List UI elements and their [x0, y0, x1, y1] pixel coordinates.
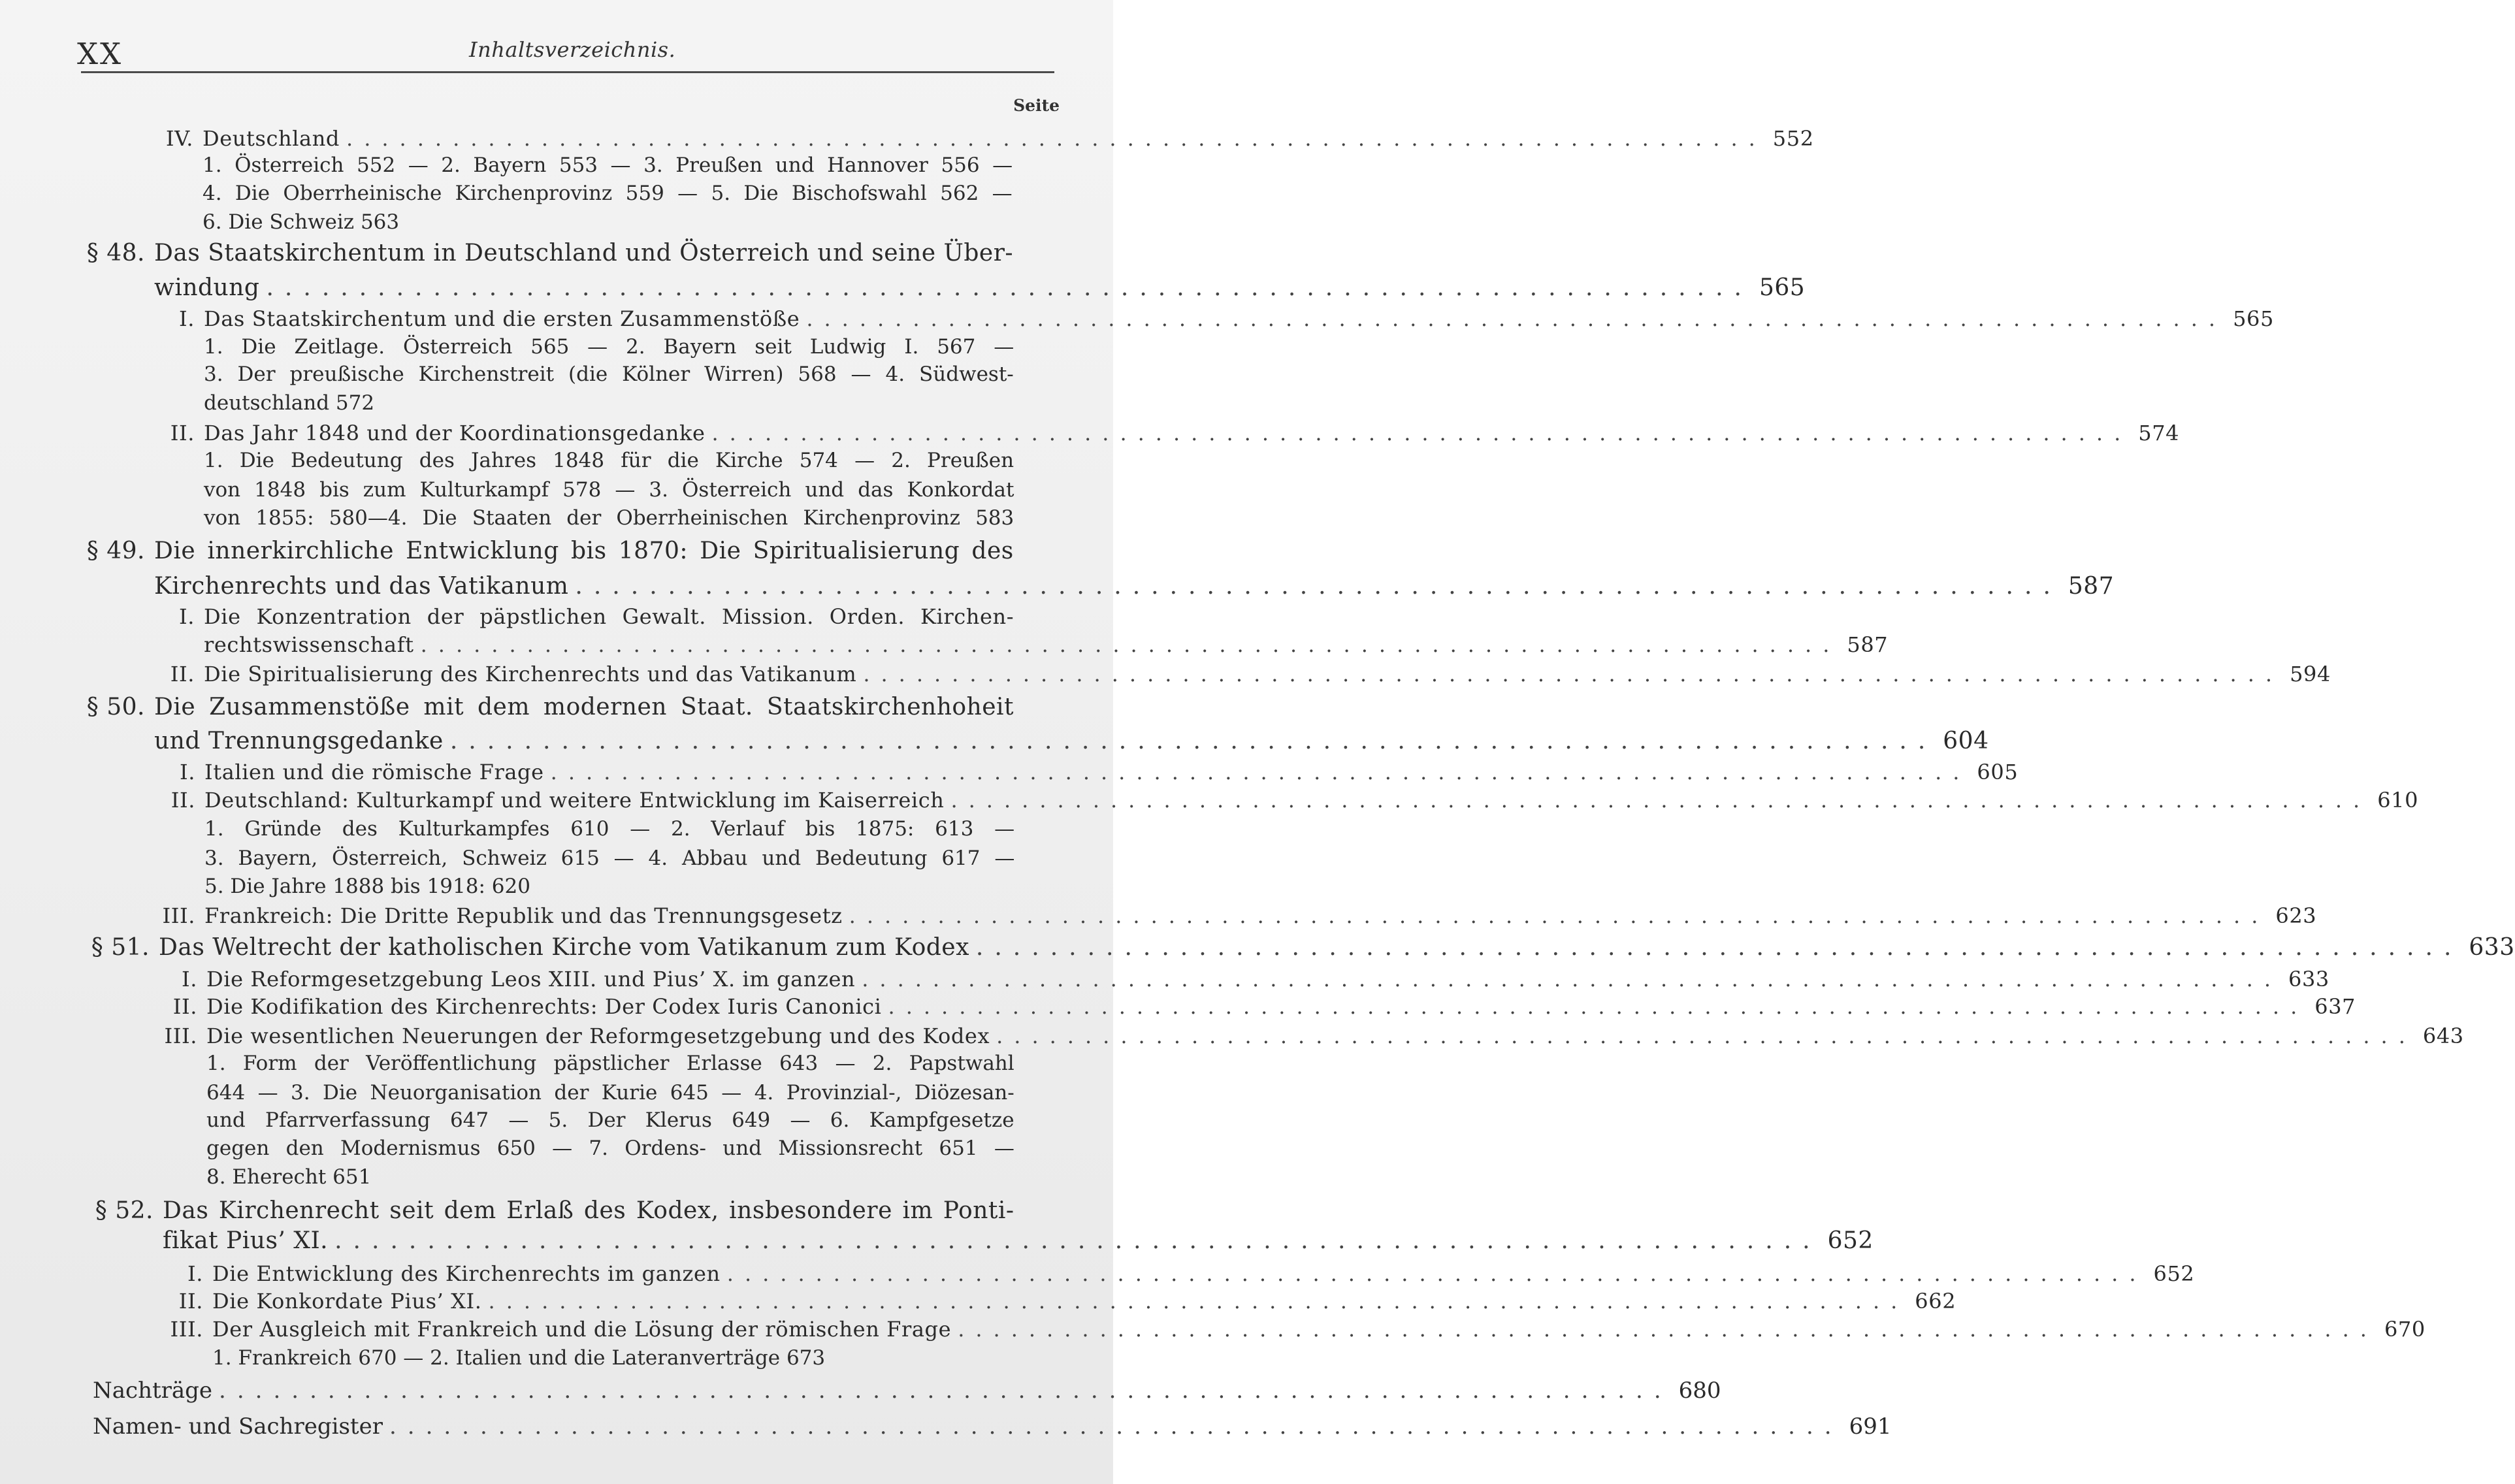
- page-ref: 652: [2153, 1261, 2195, 1286]
- entry-text: 1. Die Bedeutung des Jahres 1848 für die Kirche 574 — 2. Preußen: [204, 449, 1014, 472]
- entry-text: Das Staatskirchentum und die ersten Zusammenstöße: [204, 306, 800, 331]
- entry-text: Die Reformgesetzgebung Leos XIII. und Pius’ X. im ganzen: [206, 967, 856, 992]
- entry-text: Das Kirchenrecht seit dem Erlaß des Kodex, insbesondere im Ponti-: [163, 1197, 1014, 1224]
- toc-entry-line: [204, 631, 1889, 658]
- entry-text: 1. Gründe des Kulturkampfes 610 — 2. Verlauf bis 1875: 613 —: [204, 817, 1015, 841]
- entry-text: von 1855: 580—4. Die Staaten der Oberrheinischen Kirchenprovinz 583: [204, 506, 1014, 530]
- entry-text: Die wesentlichen Neuerungen der Reformgesetzgebung und des Kodex: [206, 1024, 990, 1048]
- toc-heading-line: [187, 1260, 2195, 1287]
- page-ref: 604: [1943, 728, 1989, 754]
- dot-leader: ................................................................................: [488, 1289, 1909, 1314]
- toc-detail-line: [206, 1135, 1014, 1162]
- dot-leader: ................................................................................: [334, 1227, 1821, 1254]
- entry-text: Die Zusammenstöße mit dem modernen Staat. Staatskirchenhoheit: [154, 694, 1014, 720]
- page-ref: 565: [2233, 306, 2274, 331]
- page-column-label: Seite: [1013, 96, 1060, 115]
- toc-heading-line: [164, 1022, 2464, 1050]
- page-ref: 652: [1827, 1227, 1874, 1254]
- toc-heading-line: [172, 993, 2356, 1020]
- toc-entry-line: [93, 1413, 1892, 1440]
- dot-leader: ................................................................................: [266, 274, 1753, 301]
- dot-leader: ................................................................................: [726, 1261, 2147, 1286]
- page-ref: 605: [1977, 760, 2019, 784]
- page-ref: 680: [1678, 1378, 1721, 1404]
- section-marker: II.: [170, 421, 195, 445]
- dot-leader: ................................................................................: [888, 994, 2309, 1019]
- toc-heading-line: [86, 538, 1014, 565]
- toc-detail-line: [203, 152, 1013, 179]
- toc-entry-line: [93, 1377, 1721, 1404]
- entry-text: Der Ausgleich mit Frankreich und die Lösung der römischen Frage: [212, 1317, 952, 1342]
- entry-text: Nachträge: [93, 1378, 213, 1404]
- toc-heading-line: [165, 125, 1814, 152]
- section-marker: § 49.: [86, 538, 145, 564]
- page-ref: 565: [1759, 274, 1806, 301]
- page-ref: 670: [2384, 1317, 2426, 1342]
- entry-text: 6. Die Schweiz 563: [203, 210, 400, 234]
- entry-text: windung: [154, 274, 260, 301]
- entry-text: Die innerkirchliche Entwicklung bis 1870: Die Spiritualisierung des: [154, 538, 1014, 564]
- toc-detail-line: [204, 447, 1014, 474]
- toc-heading-line: [178, 305, 2274, 332]
- toc-detail-line: [204, 333, 1014, 361]
- section-marker: § 48.: [86, 240, 145, 266]
- entry-text: fikat Pius’ XI.: [163, 1227, 329, 1254]
- toc-heading-line: [170, 786, 2419, 814]
- entry-text: Das Jahr 1848 und der Koordinationsgedanke: [204, 421, 706, 445]
- toc-heading-line: [178, 603, 1014, 630]
- entry-text: 3. Der preußische Kirchenstreit (die Kölner Wirren) 568 — 4. Südwest-: [204, 363, 1014, 386]
- toc-heading-line: [86, 240, 1014, 267]
- dot-leader: ................................................................................: [711, 421, 2132, 445]
- section-marker: I.: [187, 1261, 203, 1286]
- section-marker: IV.: [165, 126, 193, 151]
- toc-detail-line: [203, 208, 487, 236]
- entry-text: rechtswissenschaft: [204, 632, 414, 657]
- toc-entry-line: [163, 1227, 1874, 1255]
- toc-detail-line: [203, 180, 1013, 207]
- page-ref: 662: [1915, 1289, 1956, 1314]
- entry-text: Italien und die römische Frage: [204, 760, 544, 784]
- toc-detail-line: [204, 873, 583, 900]
- entry-text: 4. Die Oberrheinische Kirchenprovinz 559 — 5. Die Bischofswahl 562 —: [203, 182, 1013, 205]
- dot-leader: ................................................................................: [806, 306, 2227, 331]
- entry-text: 5. Die Jahre 1888 bis 1918: 620: [204, 875, 530, 898]
- section-marker: II.: [170, 662, 195, 686]
- toc-heading-line: [91, 934, 2515, 961]
- section-marker: III.: [162, 903, 195, 928]
- toc-heading-line: [86, 694, 1014, 721]
- section-marker: II.: [170, 788, 195, 813]
- dot-leader: ................................................................................: [346, 126, 1766, 151]
- entry-text: 8. Eherecht 651: [206, 1165, 372, 1189]
- entry-text: Deutschland: [203, 126, 340, 151]
- entry-text: 644 — 3. Die Neuorganisation der Kurie 645 — 4. Provinzial-, Diözesan-: [206, 1081, 1014, 1105]
- page-ref: 623: [2275, 903, 2317, 928]
- page-ref: 587: [1847, 632, 1889, 657]
- entry-text: von 1848 bis zum Kulturkampf 578 — 3. Österreich und das Konkordat: [204, 478, 1014, 502]
- entry-text: 1. Die Zeitlage. Österreich 565 — 2. Bayern seit Ludwig I. 567 —: [204, 335, 1014, 359]
- entry-text: Die Konkordate Pius’ XI.: [212, 1289, 482, 1314]
- section-marker: § 52.: [95, 1197, 154, 1224]
- entry-text: Frankreich: Die Dritte Republik und das Trennungsgesetz: [204, 903, 843, 928]
- entry-text: 1. Österreich 552 — 2. Bayern 553 — 3. Preußen und Hannover 556 —: [203, 153, 1013, 177]
- toc-entry-line: [154, 573, 2115, 600]
- toc-detail-line: [204, 361, 1014, 388]
- entry-text: 3. Bayern, Österreich, Schweiz 615 — 4. Abbau und Bedeutung 617 —: [204, 847, 1015, 870]
- entry-text: Namen- und Sachregister: [93, 1413, 383, 1440]
- toc-detail-line: [204, 815, 1014, 843]
- entry-text: Die Spiritualisierung des Kirchenrechts und das Vatikanum: [204, 662, 857, 686]
- dot-leader: ................................................................................: [449, 728, 1937, 754]
- entry-text: Das Weltrecht der katholischen Kirche vom Vatikanum zum Kodex: [159, 934, 969, 961]
- toc-detail-line: [212, 1344, 969, 1372]
- page-ref: 643: [2422, 1024, 2464, 1048]
- page-ref: 610: [2377, 788, 2419, 813]
- entry-text: gegen den Modernismus 650 — 7. Ordens- und Missionsrecht 651 —: [206, 1137, 1014, 1160]
- toc-heading-line: [178, 1287, 1956, 1315]
- dot-leader: ................................................................................: [389, 1413, 1843, 1440]
- page-ref: 552: [1772, 126, 1814, 151]
- section-marker: II.: [172, 994, 197, 1019]
- toc-entry-line: [154, 728, 1989, 755]
- toc-entry-line: [154, 274, 1806, 302]
- dot-leader: ................................................................................: [219, 1378, 1672, 1404]
- entry-text: 1. Form der Veröffentlichung päpstlicher Erlasse 643 — 2. Papstwahl: [206, 1052, 1014, 1075]
- toc-detail-line: [206, 1106, 1014, 1134]
- dot-leader: ................................................................................: [975, 934, 2463, 961]
- entry-text: und Pfarrverfassung 647 — 5. Der Klerus 649 — 6. Kampfgesetze: [206, 1108, 1014, 1132]
- dot-leader: ................................................................................: [849, 903, 2269, 928]
- dot-leader: ................................................................................: [958, 1317, 2378, 1342]
- toc-heading-line: [95, 1197, 1014, 1225]
- running-head: Inhaltsverzeichnis.: [469, 37, 676, 62]
- dot-leader: ................................................................................: [420, 632, 1841, 657]
- toc-heading-line: [170, 419, 2180, 447]
- entry-text: Das Staatskirchentum in Deutschland und Österreich und seine Über-: [154, 240, 1014, 266]
- toc-heading-line: [170, 1315, 2426, 1343]
- toc-heading-line: [181, 965, 2329, 993]
- dot-leader: ................................................................................: [575, 573, 2062, 600]
- dot-leader: ................................................................................: [950, 788, 2371, 813]
- page-ref: 633: [2469, 934, 2515, 961]
- section-marker: I.: [178, 604, 195, 629]
- entry-text: Die Entwicklung des Kirchenrechts im ganzen: [212, 1261, 721, 1286]
- toc-heading-line: [162, 902, 2317, 929]
- entry-text: Deutschland: Kulturkampf und weitere Entwicklung im Kaiserreich: [204, 788, 945, 813]
- dot-leader: ................................................................................: [863, 662, 2284, 686]
- page-ref: 691: [1849, 1413, 1892, 1440]
- toc-detail-line: [204, 845, 1014, 872]
- toc-heading-line: [179, 758, 2019, 786]
- page-ref: 594: [2290, 662, 2331, 686]
- section-marker: I.: [181, 967, 197, 992]
- toc-heading-line: [170, 660, 2331, 688]
- header-rule: [81, 71, 1054, 73]
- dot-leader: ................................................................................: [862, 967, 2282, 992]
- page-ref: 637: [2314, 994, 2356, 1019]
- toc-detail-line: [206, 1050, 1014, 1077]
- page-ref: 574: [2138, 421, 2180, 445]
- entry-text: und Trennungsgedanke: [154, 728, 444, 754]
- dot-leader: ................................................................................: [550, 760, 1971, 784]
- toc-detail-line: [204, 476, 1014, 504]
- page-ref: 633: [2288, 967, 2329, 992]
- page-number: XX: [77, 37, 123, 71]
- entry-text: deutschland 572: [204, 391, 375, 415]
- toc-detail-line: [206, 1079, 1014, 1106]
- entry-text: Kirchenrechts und das Vatikanum: [154, 573, 569, 600]
- page-ref: 587: [2068, 573, 2115, 600]
- section-marker: § 50.: [86, 694, 145, 720]
- toc-detail-line: [204, 389, 488, 417]
- entry-text: Die Konzentration der päpstlichen Gewalt. Mission. Orden. Kirchen-: [204, 604, 1014, 629]
- dot-leader: ................................................................................: [996, 1024, 2416, 1048]
- entry-text: Die Kodifikation des Kirchenrechts: Der Codex Iuris Canonici: [206, 994, 882, 1019]
- section-marker: § 51.: [91, 934, 150, 961]
- section-marker: I.: [179, 760, 195, 784]
- section-marker: II.: [178, 1289, 203, 1314]
- section-marker: III.: [170, 1317, 203, 1342]
- section-marker: III.: [164, 1024, 197, 1048]
- toc-detail-line: [204, 504, 1014, 532]
- section-marker: I.: [178, 306, 195, 331]
- entry-text: 1. Frankreich 670 — 2. Italien und die Lateranverträge 673: [212, 1346, 826, 1370]
- toc-detail-line: [206, 1163, 396, 1191]
